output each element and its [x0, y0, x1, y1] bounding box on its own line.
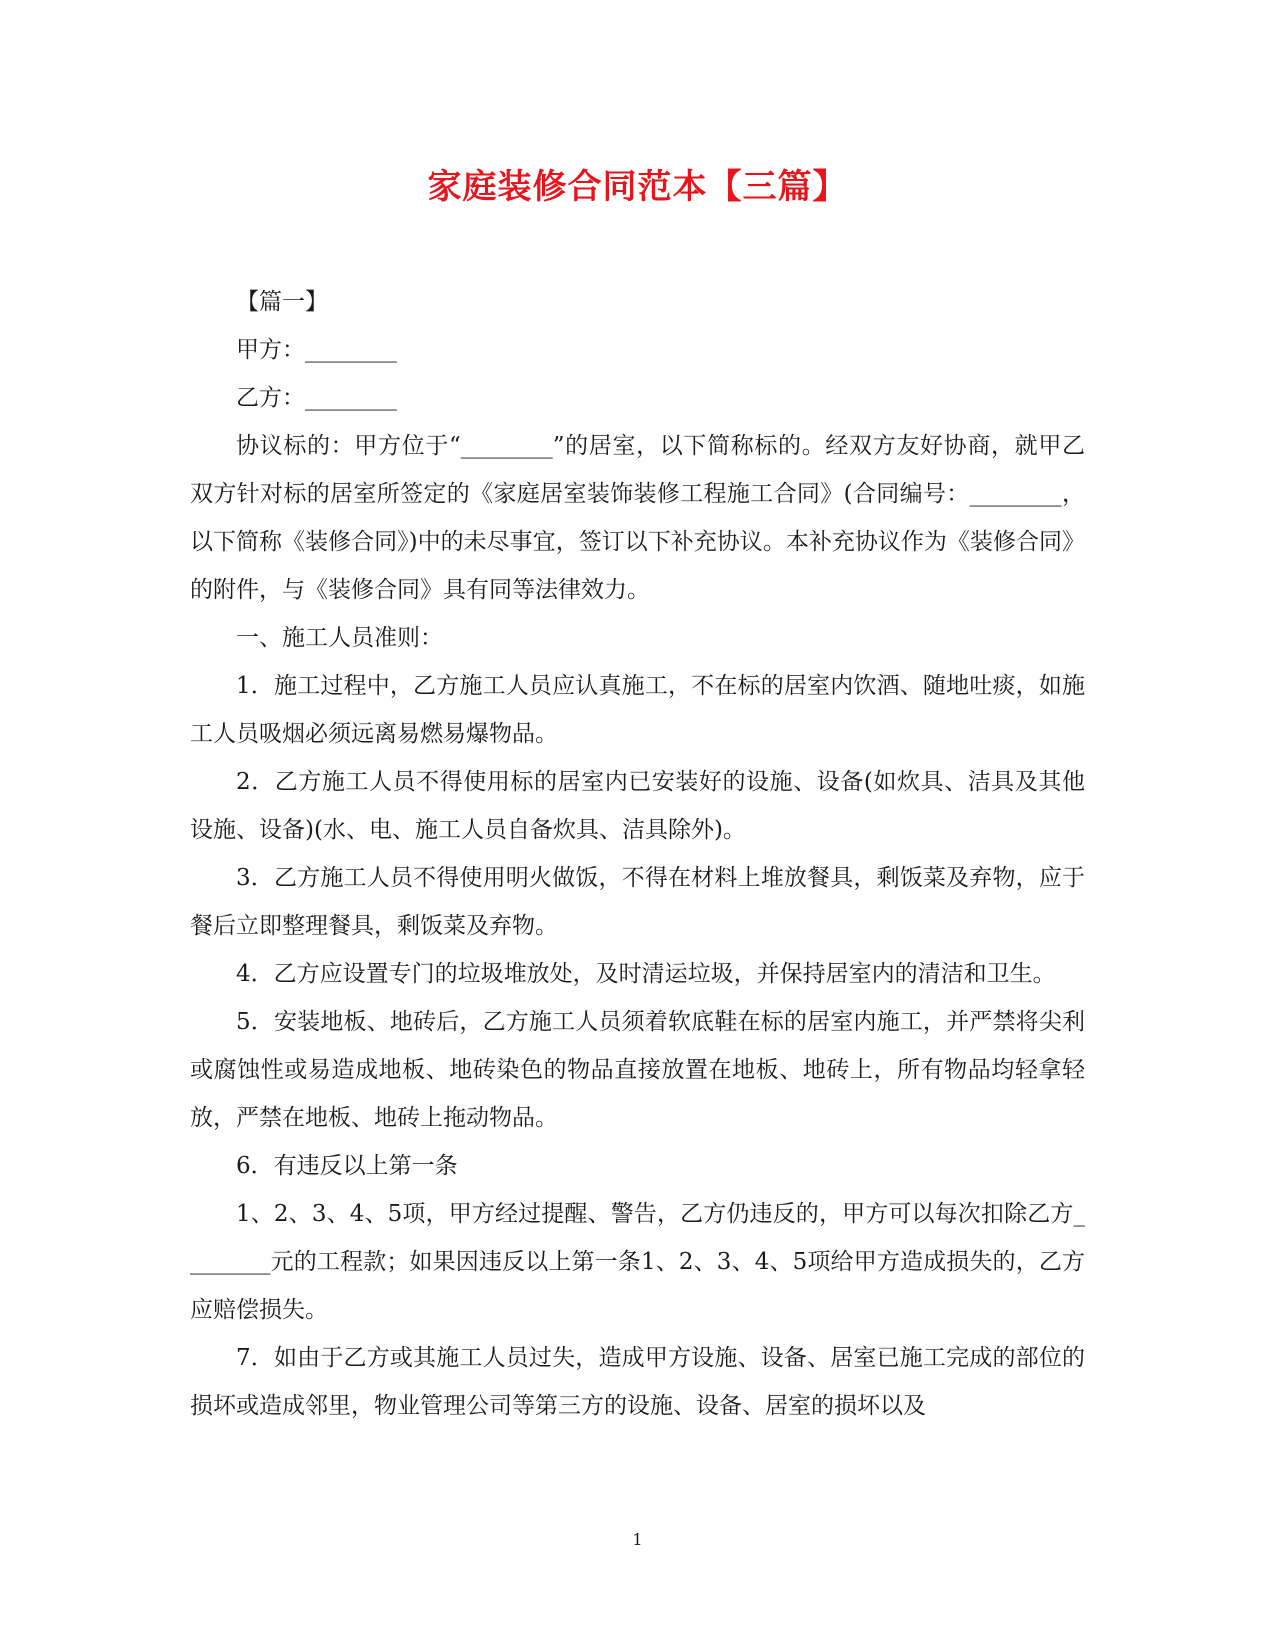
document-body	[190, 278, 1085, 1430]
agreement-subject-paragraph: 协议标的：甲方位于“________”的居室，以下简称标的。经双方友好协商，就甲乙双方针对标的居室所签定的《家庭居室装饰装修工程施工合同》(合同编号：________，以下简称《装修合同》)中的未尽事宜，签订以下补充协议。本补充协议作为《装修合同》的附件，与《装修合同》具有同等法律效力。	[190, 433, 1085, 603]
party-b-line: 乙方：________	[236, 385, 397, 411]
party-a-line: 甲方：________	[236, 337, 397, 363]
clause-item: 4．乙方应设置专门的垃圾堆放处，及时清运垃圾，并保持居室内的清洁和卫生。	[236, 961, 1056, 987]
clause-item: 3．乙方施工人员不得使用明火做饭，不得在材料上堆放餐具，剩饭菜及弃物，应于餐后立即整理餐具，剩饭菜及弃物。	[190, 865, 1085, 939]
clause-item: 5．安装地板、地砖后，乙方施工人员须着软底鞋在标的居室内施工，并严禁将尖利或腐蚀性或易造成地板、地砖染色的物品直接放置在地板、地砖上，所有物品均轻拿轻放，严禁在地板、地砖上拖动物品。	[190, 1009, 1085, 1131]
clause-item: 2．乙方施工人员不得使用标的居室内已安装好的设施、设备(如炊具、洁具及其他设施、设备)(水、电、施工人员自备炊具、洁具除外)。	[190, 769, 1085, 843]
page-number: 1	[632, 1530, 643, 1549]
clause-item: 7．如由于乙方或其施工人员过失，造成甲方设施、设备、居室已施工完成的部位的损坏或造成邻里，物业管理公司等第三方的设施、设备、居室的损坏以及	[190, 1345, 1085, 1419]
clause-item: 6．有违反以上第一条	[236, 1153, 458, 1179]
clause-heading: 一、施工人员准则：	[236, 625, 443, 651]
clause-item: 1、2、3、4、5项，甲方经过提醒、警告，乙方仍违反的，甲方可以每次扣除乙方________元的工程款；如果因违反以上第一条1、2、3、4、5项给甲方造成损失的，乙方应赔偿损失。	[190, 1201, 1085, 1323]
document-title: 家庭装修合同范本【三篇】	[427, 167, 848, 207]
clause-item: 1．施工过程中，乙方施工人员应认真施工，不在标的居室内饮酒、随地吐痰，如施工人员吸烟必须远离易燃易爆物品。	[190, 673, 1085, 747]
section-heading: 【篇一】	[236, 289, 328, 315]
